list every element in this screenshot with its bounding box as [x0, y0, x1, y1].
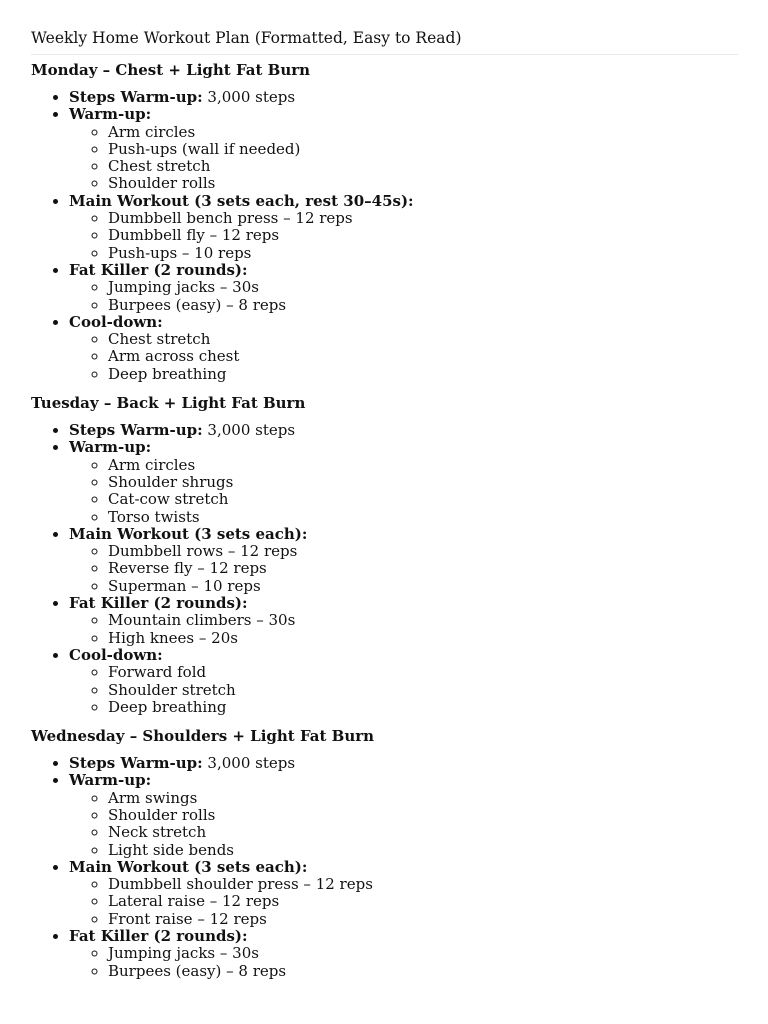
section-item — [69, 928, 738, 980]
section-value: 3,000 steps — [202, 88, 296, 106]
exercise-item: ◦ Dumbbell fly – 12 reps — [108, 227, 738, 244]
day-heading: Wednesday – Shoulders + Light Fat Burn — [31, 727, 375, 746]
exercise-item: ◦ Chest stretch — [108, 158, 738, 175]
exercise-list — [69, 457, 738, 526]
workout-days — [31, 61, 738, 980]
exercise-item: ◦ Light side bends — [108, 842, 738, 859]
section-list — [31, 422, 738, 716]
section-label: Steps Warm-up: — [69, 88, 203, 106]
exercise-item: ◦ High knees – 20s — [108, 630, 738, 647]
exercise-list — [69, 612, 738, 647]
document-title: Weekly Home Workout Plan (Formatted, Easy to Read) — [31, 26, 738, 55]
section-item — [69, 262, 738, 314]
section-label: Fat Killer (2 rounds): — [69, 260, 248, 279]
section-item — [69, 422, 738, 439]
section-item — [69, 314, 738, 383]
section-value: 3,000 steps — [202, 421, 296, 440]
exercise-item: ◦ Burpees (easy) – 8 reps — [108, 963, 738, 980]
section-label: Main Workout (3 sets each): — [69, 857, 308, 876]
section-label: Cool-down: — [69, 645, 163, 664]
section-label: Cool-down: — [69, 312, 163, 331]
exercise-item: ◦ Push-ups – 10 reps — [108, 245, 738, 262]
exercise-list — [69, 279, 738, 314]
exercise-item: ◦ Shoulder shrugs — [108, 474, 738, 491]
exercise-item: ◦ Jumping jacks – 30s — [108, 945, 738, 962]
section-item — [69, 439, 738, 525]
section-item — [69, 526, 738, 595]
day-block — [31, 61, 738, 383]
exercise-item: ◦ Shoulder rolls — [108, 175, 738, 192]
exercise-item: ◦ Deep breathing — [108, 366, 738, 383]
exercise-item: ◦ Arm circles — [108, 457, 738, 474]
section-label: Warm-up: — [69, 771, 152, 790]
exercise-item: ◦ Superman – 10 reps — [108, 578, 738, 595]
exercise-item: ◦ Cat-cow stretch — [108, 491, 738, 508]
section-label: Main Workout (3 sets each): — [69, 524, 308, 543]
exercise-item: ◦ Dumbbell rows – 12 reps — [108, 543, 738, 560]
section-label: Warm-up: — [69, 105, 152, 124]
exercise-item: ◦ Mountain climbers – 30s — [108, 612, 738, 629]
exercise-list — [69, 876, 738, 928]
section-item — [69, 772, 738, 858]
section-list — [31, 89, 738, 383]
exercise-list — [69, 664, 738, 716]
exercise-list — [69, 790, 738, 859]
section-label: Steps Warm-up: — [69, 421, 203, 440]
exercise-item: ◦ Arm swings — [108, 790, 738, 807]
exercise-item: ◦ Neck stretch — [108, 824, 738, 841]
section-item — [69, 755, 738, 772]
exercise-item: ◦ Lateral raise – 12 reps — [108, 893, 738, 910]
exercise-item: ◦ Arm across chest — [108, 348, 738, 365]
section-label: Fat Killer (2 rounds): — [69, 927, 248, 946]
exercise-list — [69, 210, 738, 262]
exercise-item: ◦ Jumping jacks – 30s — [108, 279, 738, 296]
exercise-item: ◦ Chest stretch — [108, 331, 738, 348]
exercise-item: ◦ Torso twists — [108, 509, 738, 526]
section-item — [69, 106, 738, 192]
day-heading: Monday – Chest + Light Fat Burn — [31, 61, 311, 79]
exercise-item: ◦ Shoulder stretch — [108, 682, 738, 699]
exercise-item: ◦ Dumbbell bench press – 12 reps — [108, 210, 738, 227]
section-item — [69, 595, 738, 647]
exercise-list — [69, 543, 738, 595]
day-block — [31, 394, 738, 716]
section-label: Main Workout (3 sets each, rest 30–45s): — [69, 191, 414, 210]
section-item — [69, 89, 738, 106]
exercise-item: ◦ Reverse fly – 12 reps — [108, 560, 738, 577]
exercise-item: ◦ Forward fold — [108, 664, 738, 681]
exercise-item: ◦ Deep breathing — [108, 699, 738, 716]
day-block — [31, 727, 738, 980]
section-item — [69, 193, 738, 262]
exercise-list — [69, 331, 738, 383]
exercise-item: ◦ Front raise – 12 reps — [108, 911, 738, 928]
exercise-item: ◦ Arm circles — [108, 124, 738, 141]
exercise-item: ◦ Dumbbell shoulder press – 12 reps — [108, 876, 738, 893]
section-label: Fat Killer (2 rounds): — [69, 594, 248, 613]
section-item — [69, 859, 738, 928]
day-heading: Tuesday – Back + Light Fat Burn — [31, 394, 306, 413]
section-value: 3,000 steps — [202, 754, 296, 773]
exercise-item: ◦ Push-ups (wall if needed) — [108, 141, 738, 158]
exercise-item: ◦ Burpees (easy) – 8 reps — [108, 297, 738, 314]
exercise-list — [69, 124, 738, 193]
section-item — [69, 647, 738, 716]
exercise-item: ◦ Shoulder rolls — [108, 807, 738, 824]
exercise-list — [69, 945, 738, 980]
section-list — [31, 755, 738, 980]
section-label: Steps Warm-up: — [69, 754, 203, 773]
section-label: Warm-up: — [69, 438, 152, 457]
